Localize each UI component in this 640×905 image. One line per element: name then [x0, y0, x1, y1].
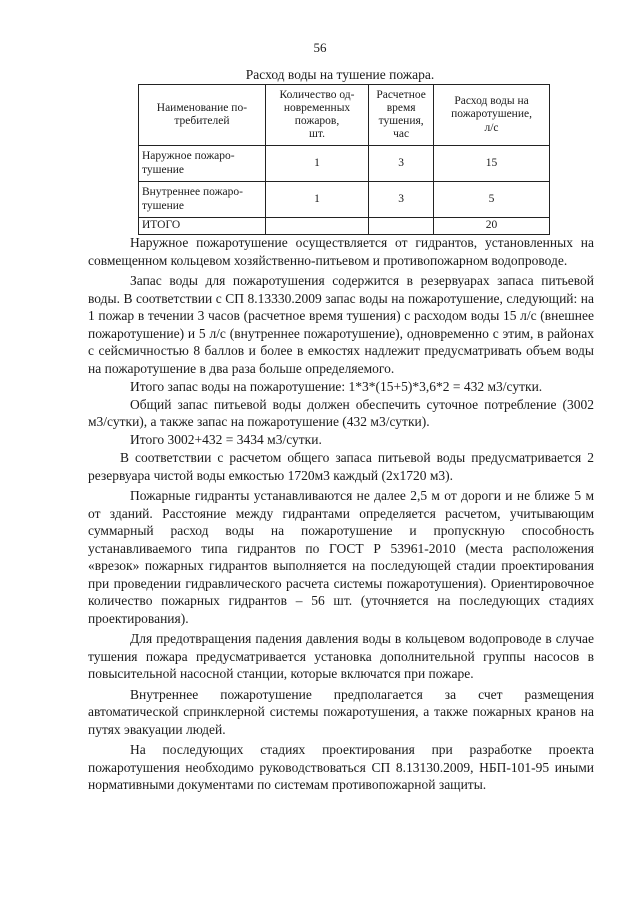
cell-duration: 3	[369, 182, 434, 218]
table-row-total	[139, 218, 550, 235]
cell-flow-rate: 5	[434, 182, 550, 218]
header-flow-rate-text: Расход воды на пожаротушение, л/с	[451, 95, 532, 134]
cell-consumer-text: Внутреннее пожаро- тушение	[142, 186, 243, 212]
header-flow-rate	[434, 85, 550, 146]
cell-duration: 3	[369, 146, 434, 182]
table-header-row	[139, 85, 550, 146]
paragraph-total-fire-reserve: Итого запас воды на пожаротушение: 1*3*(15+5)*3,6*2 = 432 м3/сутки.	[130, 378, 543, 394]
cell-consumer: ИТОГО	[139, 218, 266, 235]
paragraph-total-sum: Итого 3002+432 = 3434 м3/сутки.	[130, 432, 322, 447]
paragraph-total-drinking-reserve: Общий запас питьевой воды должен обеспечить суточное потребление (3002 м3/сутки), а также запас на пожаротушение (432 м3/сутки).	[88, 396, 594, 429]
cell-fire-count	[265, 218, 368, 235]
cell-fire-count: 1	[265, 182, 368, 218]
table-row-outdoor	[139, 146, 550, 182]
header-duration	[369, 85, 434, 146]
cell-consumer-text: Наружное пожаро- тушение	[142, 150, 235, 176]
table-row-indoor	[139, 182, 550, 218]
cell-duration	[369, 218, 434, 235]
header-duration-text: Расчетное время тушения, час	[376, 88, 426, 141]
paragraph-hydrants: Пожарные гидранты устанавливаются не далее 2,5 м от дороги и не ближе 5 м от зданий. Расстояние между гидрантами определяется расчетом, учитывающим суммарный расход воды на пожаротушение и пропускную способность устанавливаемого типа гидрантов по ГОСТ Р 53961-2010 (места расположения «врезок» пожарных гидрантов выполняется на последующей стадии проектирования при проведении гидравлического расчета системы пожаротушения). Ориентировочное количество пожарных гидрантов – 56 шт. (уточняется на последующих стадиях проектирования).	[88, 488, 594, 626]
header-consumer	[139, 85, 266, 146]
header-fire-count-text: Количество од- новременных пожаров, шт.	[279, 88, 355, 141]
header-consumer-text: Наименование по- требителей	[156, 101, 248, 127]
table-caption: Расход воды на тушение пожара.	[245, 67, 435, 82]
paragraph-indoor-firefighting: Внутреннее пожаротушение предполагается за счет размещения автоматической спринклерной системы пожаротушения, а также пожарных кранов на путях эвакуации людей.	[88, 686, 594, 737]
paragraph-pressure-pumps: Для предотвращения падения давления воды в кольцевом водопроводе в случае тушения пожара предусматривается установка дополнительной группы насосов в повысительной насосной станции, которые включатся при пожаре.	[88, 631, 594, 681]
paragraph-water-reserve: Запас воды для пожаротушения содержится в резервуарах запаса питьевой воды. В соответствии с СП 8.13330.2009 запас воды на пожаротушение, следующий: на 1 пожар в течении 3 часов (расчетное время тушения) с расходом воды 15 л/с (внешнее пожаротушение) и 5 л/с (внутреннее пожаротушение), одновременно с этим, в районах с сейсмичностью 8 баллов и более в емкостях надлежит предусматривать объем воды на пожаротушение в два раза больше определяемого.	[88, 273, 594, 376]
cell-consumer	[139, 146, 266, 182]
header-fire-count	[265, 85, 368, 146]
page-number: 56	[313, 40, 327, 55]
paragraph-reservoirs: В соответствии с расчетом общего запаса питьевой воды предусматривается 2 резервуара чистой воды емкостью 1720м3 каждый (2х1720 м3).	[88, 450, 594, 483]
water-consumption-table	[138, 84, 550, 235]
cell-consumer	[139, 182, 266, 218]
cell-fire-count: 1	[265, 146, 368, 182]
body-text	[88, 234, 594, 794]
paragraph-outdoor-firefighting: Наружное пожаротушение осуществляется от гидрантов, установленных на совмещенном кольцевом хозяйственно-питьевом и противопожарном водопроводе.	[88, 235, 594, 268]
cell-flow-rate: 15	[434, 146, 550, 182]
paragraph-next-stages: На последующих стадиях проектирования при разработке проекта пожаротушения необходимо руководствоваться СП 8.13130.2009, НБП-101-95 иными нормативными документами по системам противопожарной защиты.	[88, 742, 594, 792]
cell-flow-rate: 20	[434, 218, 550, 235]
